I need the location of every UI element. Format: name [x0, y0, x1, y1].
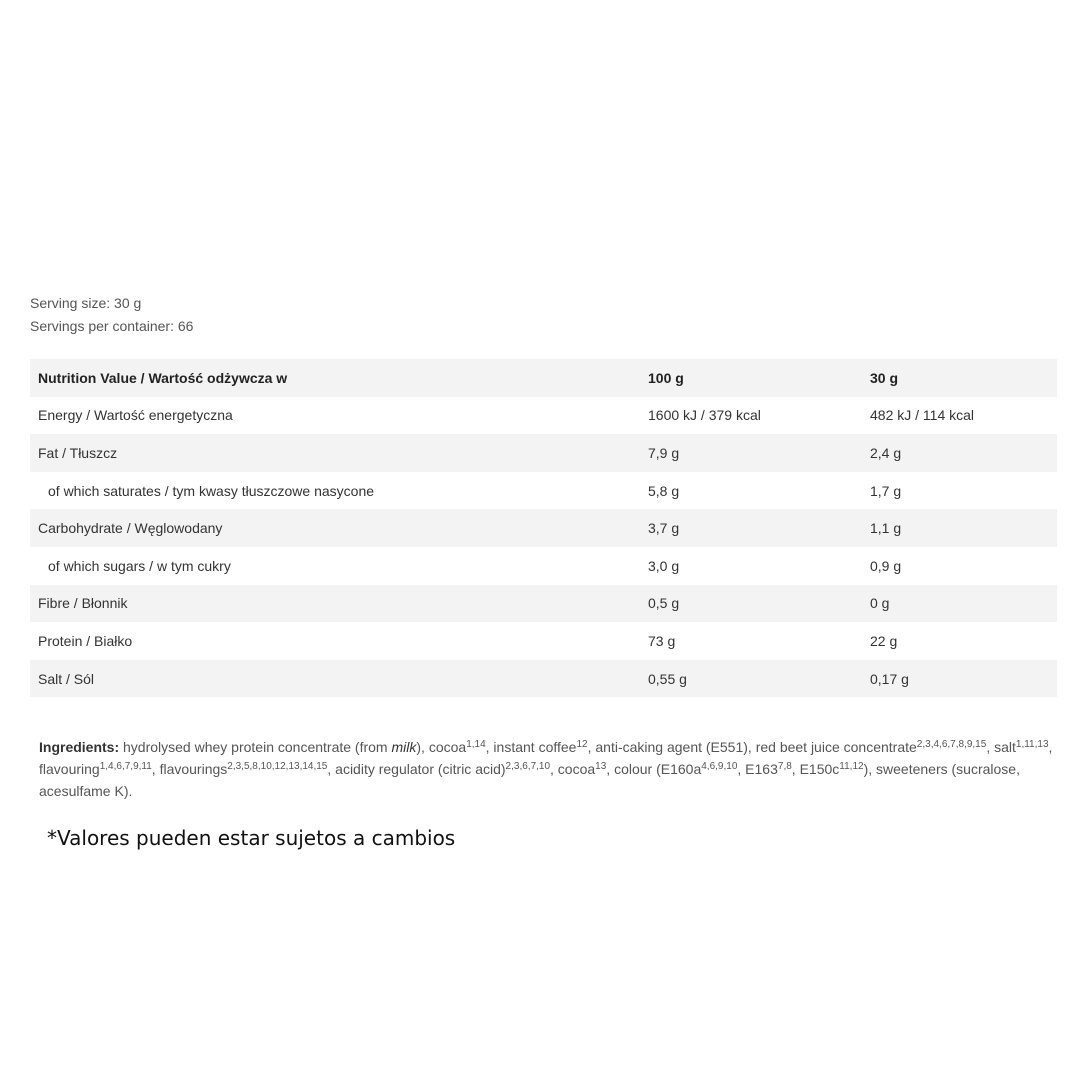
- row-nutrient: Energy / Wartość energetyczna: [38, 407, 233, 424]
- footnote-ref: 13: [595, 761, 607, 772]
- row-value-30g: 0,17 g: [870, 670, 909, 687]
- table-row: [30, 585, 1057, 623]
- row-value-30g: 482 kJ / 114 kcal: [870, 407, 975, 424]
- table-header-row: [30, 359, 1057, 397]
- ingredients-part: , flavouring: [39, 739, 1053, 777]
- row-value-100g: 1600 kJ / 379 kcal: [648, 407, 761, 424]
- row-value-30g: 1,1 g: [870, 520, 902, 537]
- servings-per-container: Servings per container: 66: [30, 318, 194, 334]
- table-row: [30, 622, 1057, 660]
- table-row: [30, 397, 1057, 435]
- row-nutrient: Carbohydrate / Węglowodany: [38, 520, 223, 537]
- serving-info: [30, 292, 193, 338]
- table-row: [30, 660, 1057, 698]
- row-nutrient: of which sugars / w tym cukry: [48, 557, 231, 574]
- row-value-100g: 5,8 g: [648, 482, 680, 499]
- header-nutrient: Nutrition Value / Wartość odżywcza w: [38, 369, 288, 386]
- row-value-100g: 7,9 g: [648, 444, 680, 461]
- row-nutrient: Fibre / Błonnik: [38, 595, 128, 612]
- row-value-100g: 0,5 g: [648, 595, 680, 612]
- serving-size: Serving size: 30 g: [30, 295, 142, 311]
- row-value-30g: 22 g: [870, 632, 898, 649]
- ingredients-text: [39, 736, 1059, 802]
- row-value-30g: 1,7 g: [870, 482, 902, 499]
- footnote-ref: 1,14: [466, 739, 486, 750]
- ingredients-part: , colour (E160a: [606, 761, 702, 777]
- table-row: [30, 509, 1057, 547]
- ingredients-part: hydrolysed whey protein concentrate (from: [119, 739, 392, 755]
- row-nutrient: Salt / Sól: [38, 670, 95, 687]
- row-value-100g: 73 g: [648, 632, 676, 649]
- allergen-milk: milk: [391, 739, 417, 755]
- row-value-100g: 3,7 g: [648, 520, 680, 537]
- row-nutrient: of which saturates / tym kwasy tłuszczowe nasycone: [48, 482, 375, 499]
- disclaimer-text: *Valores pueden estar sujetos a cambios: [47, 826, 456, 850]
- table-row: [30, 547, 1057, 585]
- footnote-ref: 4,6,9,10: [701, 761, 738, 772]
- row-value-100g: 3,0 g: [648, 557, 680, 574]
- footnote-ref: 7,8: [777, 761, 792, 772]
- row-nutrient: Protein / Białko: [38, 632, 133, 649]
- row-value-30g: 0 g: [870, 595, 890, 612]
- table-row: [30, 472, 1057, 510]
- nutrition-table: [30, 359, 1057, 697]
- footnote-ref: 1,11,13: [1015, 739, 1049, 750]
- footnote-ref: 1,4,6,7,9,11: [99, 761, 152, 772]
- ingredients-part: ), sweeteners (sucralose, acesulfame K).: [39, 761, 1020, 799]
- ingredients-part: , cocoa: [550, 761, 596, 777]
- header-per-100g: 100 g: [648, 369, 684, 386]
- footnote-ref: 2,3,5,8,10,12,13,14,15: [227, 761, 328, 772]
- footnote-ref: 2,3,6,7,10: [505, 761, 551, 772]
- ingredients-part: , E163: [737, 761, 778, 777]
- ingredients-label: Ingredients:: [39, 739, 120, 755]
- ingredients-part: , salt: [986, 739, 1016, 755]
- ingredients-part: ), cocoa: [416, 739, 467, 755]
- row-value-100g: 0,55 g: [648, 670, 687, 687]
- ingredients-part: , flavourings: [151, 761, 228, 777]
- ingredients-part: , anti-caking agent (E551), red beet juice concentrate: [587, 739, 917, 755]
- footnote-ref: 11,12: [839, 761, 864, 772]
- footnote-ref: 12: [576, 739, 588, 750]
- table-row: [30, 434, 1057, 472]
- ingredients-part: , E150c: [791, 761, 840, 777]
- footnote-ref: 2,3,4,6,7,8,9,15: [916, 739, 987, 750]
- row-value-30g: 0,9 g: [870, 557, 902, 574]
- header-per-30g: 30 g: [870, 369, 899, 386]
- ingredients-part: , acidity regulator (citric acid): [327, 761, 506, 777]
- row-value-30g: 2,4 g: [870, 444, 902, 461]
- row-nutrient: Fat / Tłuszcz: [38, 444, 118, 461]
- ingredients-part: , instant coffee: [485, 739, 577, 755]
